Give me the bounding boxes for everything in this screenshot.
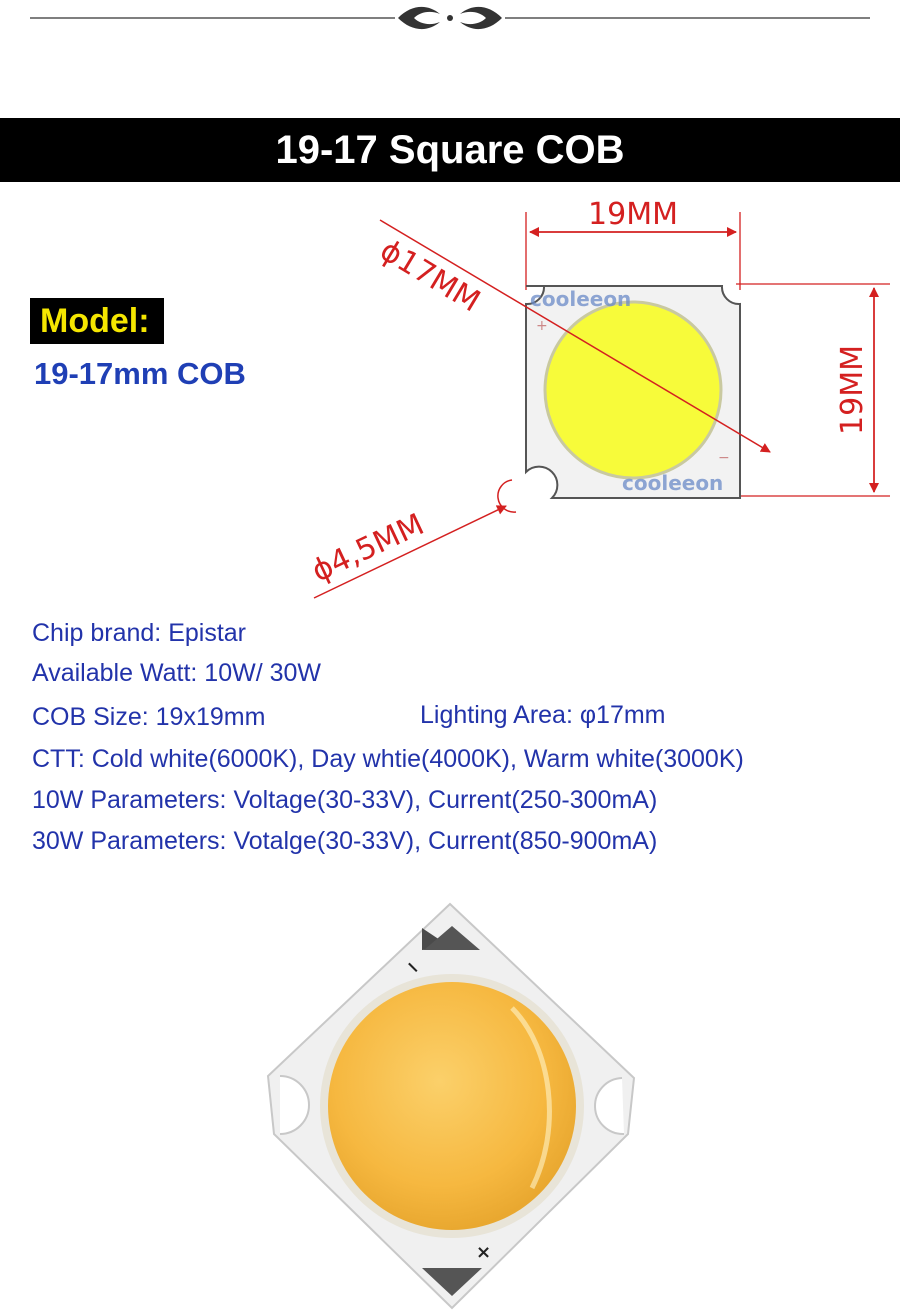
width-label: 19MM bbox=[588, 197, 678, 232]
cold-white-emitter bbox=[545, 302, 721, 478]
minus-mark: − bbox=[718, 450, 730, 466]
photo-plus-mark: × bbox=[476, 1242, 492, 1263]
cob-substrate bbox=[526, 286, 740, 498]
hole-label: ϕ4,5MM bbox=[306, 507, 430, 590]
width-dimension bbox=[526, 197, 740, 290]
spec-available-watt: Available Watt: 10W/ 30W bbox=[32, 659, 322, 687]
watermark-bottom: cooleeon bbox=[622, 471, 724, 495]
warm-white-emitter bbox=[328, 982, 576, 1230]
hole-dimension bbox=[307, 480, 516, 598]
top-divider-ornament bbox=[0, 0, 900, 40]
spec-30w-parameters: 30W Parameters: Votalge(30-33V), Current(850-900mA) bbox=[32, 827, 658, 855]
model-label: Model: bbox=[30, 298, 164, 344]
height-label: 19MM bbox=[835, 345, 870, 435]
watermark-top: cooleeon bbox=[530, 287, 632, 311]
spec-chip-brand: Chip brand: Epistar bbox=[32, 619, 247, 647]
photo-minus-mark: − bbox=[399, 954, 426, 981]
height-dimension bbox=[736, 284, 890, 496]
dimension-diagram bbox=[290, 190, 900, 610]
spec-10w-parameters: 10W Parameters: Voltage(30-33V), Current(250-300mA) bbox=[32, 786, 658, 814]
spec-lighting-area: Lighting Area: φ17mm bbox=[420, 701, 666, 729]
spec-cob-size: COB Size: 19x19mm bbox=[32, 703, 266, 731]
page-title: 19-17 Square COB bbox=[0, 118, 900, 182]
model-value: 19-17mm COB bbox=[34, 356, 246, 391]
diameter-label: ϕ17MM bbox=[373, 232, 486, 320]
plus-mark: + bbox=[536, 318, 548, 334]
spec-ctt: CTT: Cold white(6000K), Day whtie(4000K), Warm white(3000K) bbox=[32, 745, 744, 773]
cob-product-photo bbox=[262, 898, 642, 1313]
